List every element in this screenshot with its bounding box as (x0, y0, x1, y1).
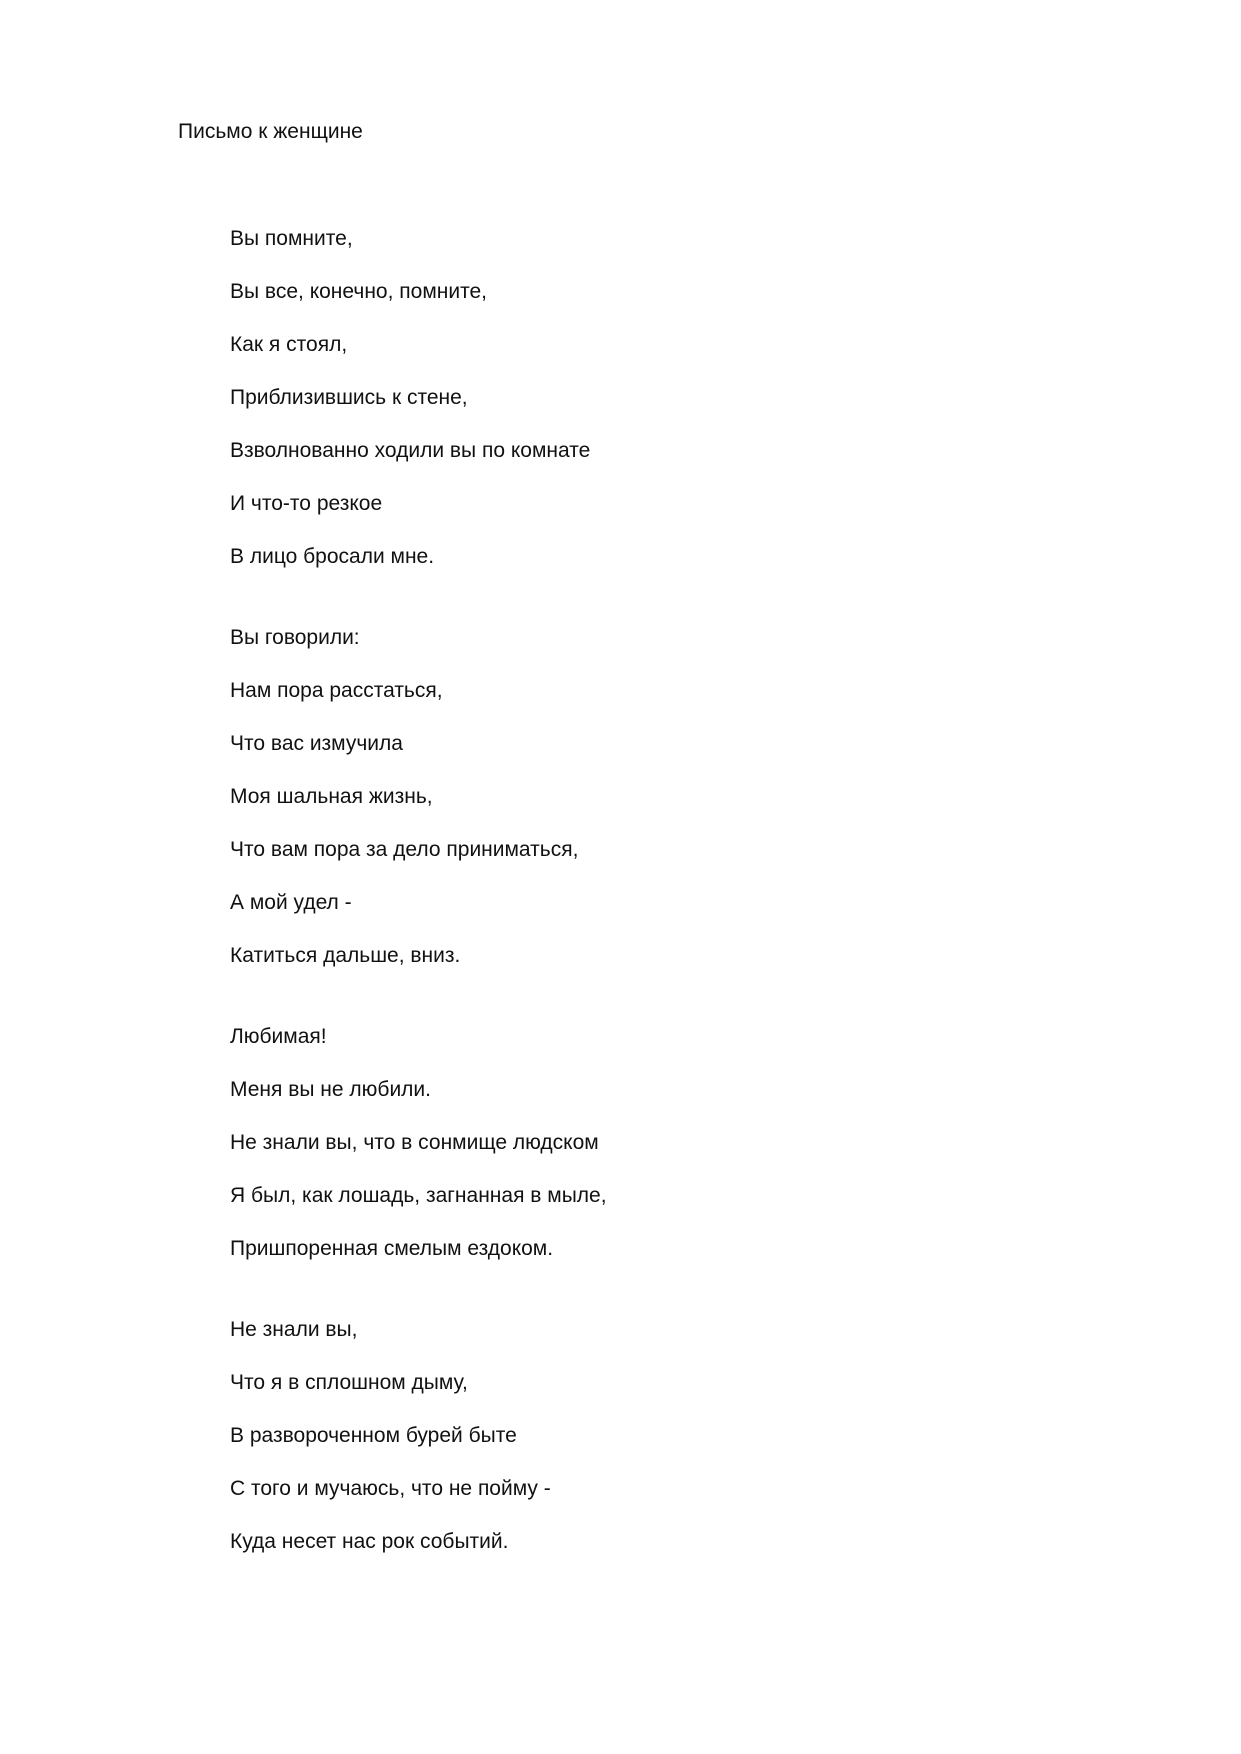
poem-body (230, 225, 1130, 1609)
document-title: Письмо к женщине (178, 120, 363, 143)
poem-line: В развороченном бурей быте (230, 1424, 517, 1447)
poem-line: Вы все, конечно, помните, (230, 280, 487, 303)
stanza-2 (230, 624, 1130, 970)
poem-line: С того и мучаюсь, что не пойму - (230, 1477, 551, 1500)
poem-line: Приблизившись к стене, (230, 386, 468, 409)
poem-line: Что вам пора за дело приниматься, (230, 838, 579, 861)
stanza-1 (230, 225, 1130, 571)
stanza-3 (230, 1023, 1130, 1263)
poem-line: Что вас измучила (230, 732, 403, 755)
poem-line: Вы говорили: (230, 626, 360, 649)
stanza-4 (230, 1316, 1130, 1556)
poem-line: Любимая! (230, 1025, 327, 1048)
poem-line: И что-то резкое (230, 492, 383, 515)
poem-line: Пришпоренная смелым ездоком. (230, 1237, 554, 1260)
poem-line: Катиться дальше, вниз. (230, 944, 461, 967)
poem-line: Нам пора расстаться, (230, 679, 443, 702)
poem-line: А мой удел - (230, 891, 352, 914)
poem-line: Не знали вы, (230, 1318, 358, 1341)
poem-line: Как я стоял, (230, 333, 348, 356)
poem-line: Я был, как лошадь, загнанная в мыле, (230, 1184, 607, 1207)
poem-line: Не знали вы, что в сонмище людском (230, 1131, 599, 1154)
poem-line: Меня вы не любили. (230, 1078, 431, 1101)
poem-line: Вы помните, (230, 227, 353, 250)
poem-line: Куда несет нас рок событий. (230, 1530, 509, 1553)
poem-line: Моя шальная жизнь, (230, 785, 433, 808)
poem-line: Взволнованно ходили вы по комнате (230, 439, 591, 462)
poem-line: В лицо бросали мне. (230, 545, 435, 568)
poem-line: Что я в сплошном дыму, (230, 1371, 468, 1394)
